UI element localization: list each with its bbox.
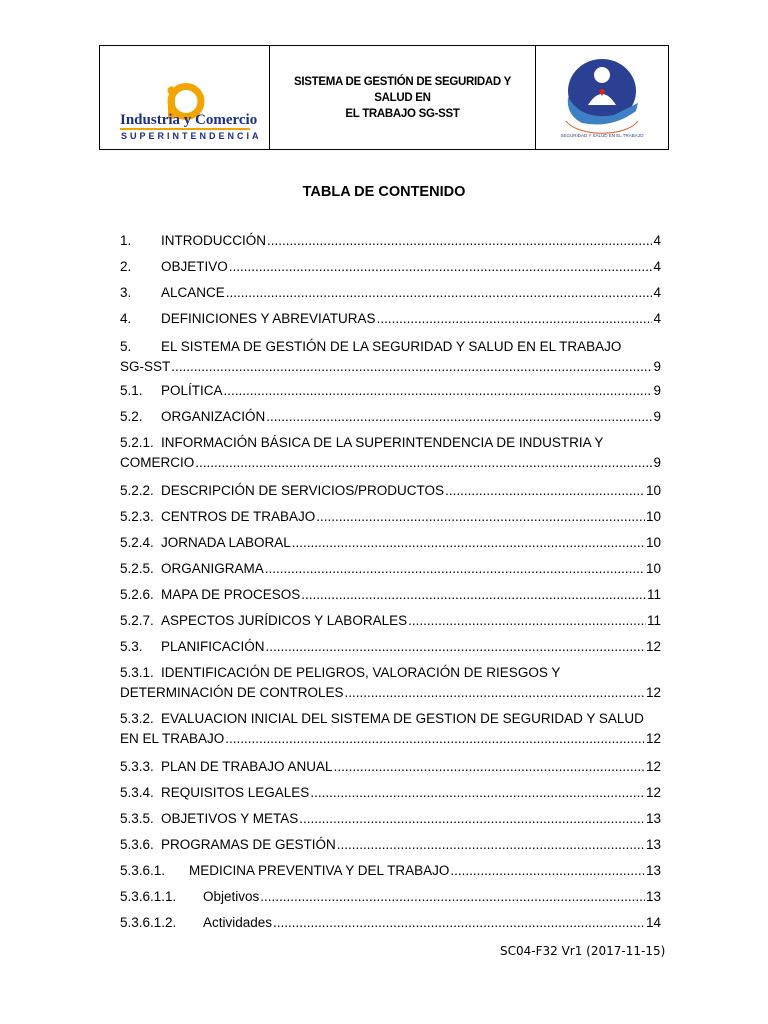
toc-entry-title: IDENTIFICACIÓN DE PELIGROS, VALORACIÓN DE RIESGOS Y [161, 665, 561, 680]
toc-entry-title: POLÍTICA [161, 383, 223, 398]
toc-entry-number: 5.2.1. [120, 435, 154, 450]
toc-entry-title: EVALUACION INICIAL DEL SISTEMA DE GESTION DE SEGURIDAD Y SALUD [161, 711, 644, 726]
toc-entry-title: OBJETIVOS Y METAS [161, 811, 299, 826]
toc-entry-title: INFORMACIÓN BÁSICA DE LA SUPERINTENDENCIA DE INDUSTRIA Y [161, 435, 604, 450]
toc-leader-dots [408, 611, 646, 631]
toc-entry-number: 5. [120, 339, 132, 354]
toc-entry[interactable] [120, 407, 661, 427]
toc-entry-title: DETERMINACIÓN DE CONTROLES [120, 685, 344, 700]
header-title-line1: SISTEMA DE GESTIÓN DE SEGURIDAD Y SALUD EN [294, 75, 511, 104]
toc-entry-number: 5.3.6.1.2. [120, 915, 177, 930]
toc-leader-dots [224, 381, 653, 401]
toc-leader-dots [292, 533, 645, 553]
toc-entry-title: Actividades [203, 915, 273, 930]
toc-leader-dots [171, 357, 652, 377]
toc-entry-title: REQUISITOS LEGALES [161, 785, 310, 800]
toc-page-number: 10 [645, 561, 661, 576]
logo-sub: SUPERINTENDENCIA [121, 131, 262, 141]
toc-entry-title: MAPA DE PROCESOS [161, 587, 301, 602]
toc-entry-number: 5.2.4. [120, 535, 154, 550]
toc-page-number: 13 [645, 837, 661, 852]
toc-page-number: 14 [645, 915, 661, 930]
seal-text: SEGURIDAD Y SALUD EN EL TRABAJO [560, 132, 644, 138]
toc-entry-number: 5.3.6. [120, 837, 154, 852]
toc-page-number: 9 [653, 359, 661, 374]
toc-entry-title: PLANIFICACIÓN [161, 639, 265, 654]
toc-entry[interactable] [120, 433, 661, 473]
toc-entry-title: ORGANIZACIÓN [161, 409, 266, 424]
toc-entry[interactable] [120, 533, 661, 553]
toc-entry-title: EN EL TRABAJO [120, 731, 225, 746]
toc-leader-dots [265, 559, 645, 579]
toc-entry[interactable] [120, 257, 661, 277]
toc-entry-number: 2. [120, 259, 132, 274]
toc-entry[interactable] [120, 835, 661, 855]
document-code: SC04-F32 Vr1 (2017-11-15) [500, 944, 666, 958]
toc-title: TABLA DE CONTENIDO [302, 184, 466, 200]
toc-leader-dots [267, 231, 652, 251]
toc-entry[interactable] [120, 559, 661, 579]
toc-entry-number: 1. [120, 233, 132, 248]
sic-logo-cell [100, 46, 270, 149]
header-title [270, 46, 536, 149]
toc-leader-dots [345, 683, 645, 703]
toc-entry-number: 5.2.6. [120, 587, 154, 602]
toc-leader-dots [260, 887, 645, 907]
toc-leader-dots [377, 309, 653, 329]
toc-leader-dots [445, 481, 645, 501]
toc-entry[interactable] [120, 887, 661, 907]
toc-entry-title: ORGANIGRAMA [161, 561, 264, 576]
toc-leader-dots [229, 257, 653, 277]
toc-page-number: 9 [653, 409, 661, 424]
toc-page-number: 4 [653, 311, 661, 326]
toc-entry-title: ALCANCE [161, 285, 225, 300]
toc-entry[interactable] [120, 611, 661, 631]
toc-page-number: 4 [653, 285, 661, 300]
logo-name: Industria y Comercio [120, 112, 258, 128]
toc-page-number: 10 [645, 483, 661, 498]
toc-entry-number: 5.3.6.1.1. [120, 889, 177, 904]
toc-entry-number: 5.2.3. [120, 509, 154, 524]
toc-page-number: 9 [653, 383, 661, 398]
toc-entry[interactable] [120, 913, 661, 933]
toc-leader-dots [337, 835, 645, 855]
toc-entry-title: DESCRIPCIÓN DE SERVICIOS/PRODUCTOS [161, 483, 445, 498]
toc-entry[interactable] [120, 337, 661, 377]
toc-page-number: 13 [645, 811, 661, 826]
toc-entry-title: PROGRAMAS DE GESTIÓN [161, 837, 336, 852]
toc-page-number: 12 [645, 759, 661, 774]
toc-page-number: 4 [653, 259, 661, 274]
document-header [99, 45, 669, 150]
toc-entry[interactable] [120, 783, 661, 803]
toc-entry-number: 5.3.5. [120, 811, 154, 826]
toc-entry-title: EL SISTEMA DE GESTIÓN DE LA SEGURIDAD Y SALUD EN EL TRABAJO [161, 339, 622, 354]
toc-entry-number: 5.3. [120, 639, 143, 654]
toc-entry-title: COMERCIO [120, 455, 195, 470]
toc-entry-number: 5.2.5. [120, 561, 154, 576]
toc-leader-dots [316, 507, 645, 527]
toc-entry[interactable] [120, 507, 661, 527]
toc-entry-number: 5.3.4. [120, 785, 154, 800]
toc-page-number: 4 [653, 233, 661, 248]
toc-entry[interactable] [120, 757, 661, 777]
toc-entry-title: SG-SST [120, 359, 171, 374]
seal-cell [536, 46, 668, 149]
toc-entry-number: 5.2. [120, 409, 143, 424]
toc-entry-number: 5.2.7. [120, 613, 154, 628]
toc-entry[interactable] [120, 861, 661, 881]
toc-entry-title: ASPECTOS JURÍDICOS Y LABORALES [161, 613, 408, 628]
toc-page-number: 12 [645, 785, 661, 800]
toc-page-number: 11 [646, 613, 661, 628]
toc-leader-dots [334, 757, 645, 777]
toc-entry-number: 5.3.2. [120, 711, 154, 726]
toc-page-number: 12 [645, 685, 661, 700]
toc-page-number: 13 [645, 863, 661, 878]
toc-entry-title: OBJETIVO [161, 259, 228, 274]
toc-entry[interactable] [120, 309, 661, 329]
toc-entry-title: MEDICINA PREVENTIVA Y DEL TRABAJO [189, 863, 450, 878]
toc-page-number: 13 [645, 889, 661, 904]
toc-entry[interactable] [120, 709, 661, 749]
toc-page-number: 11 [646, 587, 661, 602]
toc-page-number: 12 [645, 639, 661, 654]
toc-page-number: 9 [653, 455, 661, 470]
toc-entry-number: 5.1. [120, 383, 143, 398]
toc-entry[interactable] [120, 663, 661, 703]
toc-entry-title: INTRODUCCIÓN [161, 233, 266, 248]
toc-entry-title: CENTROS DE TRABAJO [161, 509, 316, 524]
toc-page-number: 10 [645, 535, 661, 550]
toc-leader-dots [266, 407, 652, 427]
toc-entry[interactable] [120, 585, 661, 605]
toc-entry[interactable] [120, 809, 661, 829]
toc-entry[interactable] [120, 231, 661, 251]
toc-leader-dots [299, 809, 645, 829]
toc-leader-dots [225, 729, 645, 749]
toc-entry-title: JORNADA LABORAL [161, 535, 291, 550]
toc-entry[interactable] [120, 637, 661, 657]
toc-leader-dots [310, 783, 645, 803]
toc-entry[interactable] [120, 381, 661, 401]
toc-leader-dots [266, 637, 645, 657]
toc-entry-number: 3. [120, 285, 132, 300]
toc-leader-dots [195, 453, 652, 473]
toc-leader-dots [273, 913, 645, 933]
toc-entry-title: DEFINICIONES Y ABREVIATURAS [161, 311, 376, 326]
toc-leader-dots [301, 585, 646, 605]
toc-entry-title: Objetivos [203, 889, 260, 904]
logo-underline [120, 128, 250, 130]
toc-entry-title: PLAN DE TRABAJO ANUAL [161, 759, 333, 774]
toc-entry-number: 5.3.3. [120, 759, 154, 774]
toc-page-number: 12 [645, 731, 661, 746]
toc-entry-number: 5.2.2. [120, 483, 154, 498]
toc-leader-dots [226, 283, 653, 303]
toc-leader-dots [450, 861, 645, 881]
toc-entry-number: 5.3.6.1. [120, 863, 166, 878]
sst-seal-icon [552, 53, 652, 143]
toc-entry[interactable] [120, 481, 661, 501]
toc-entry-number: 4. [120, 311, 132, 326]
header-title-line2: EL TRABAJO SG-SST [345, 107, 460, 120]
toc-entry[interactable] [120, 283, 661, 303]
toc-page-number: 10 [645, 509, 661, 524]
toc-entry-number: 5.3.1. [120, 665, 154, 680]
